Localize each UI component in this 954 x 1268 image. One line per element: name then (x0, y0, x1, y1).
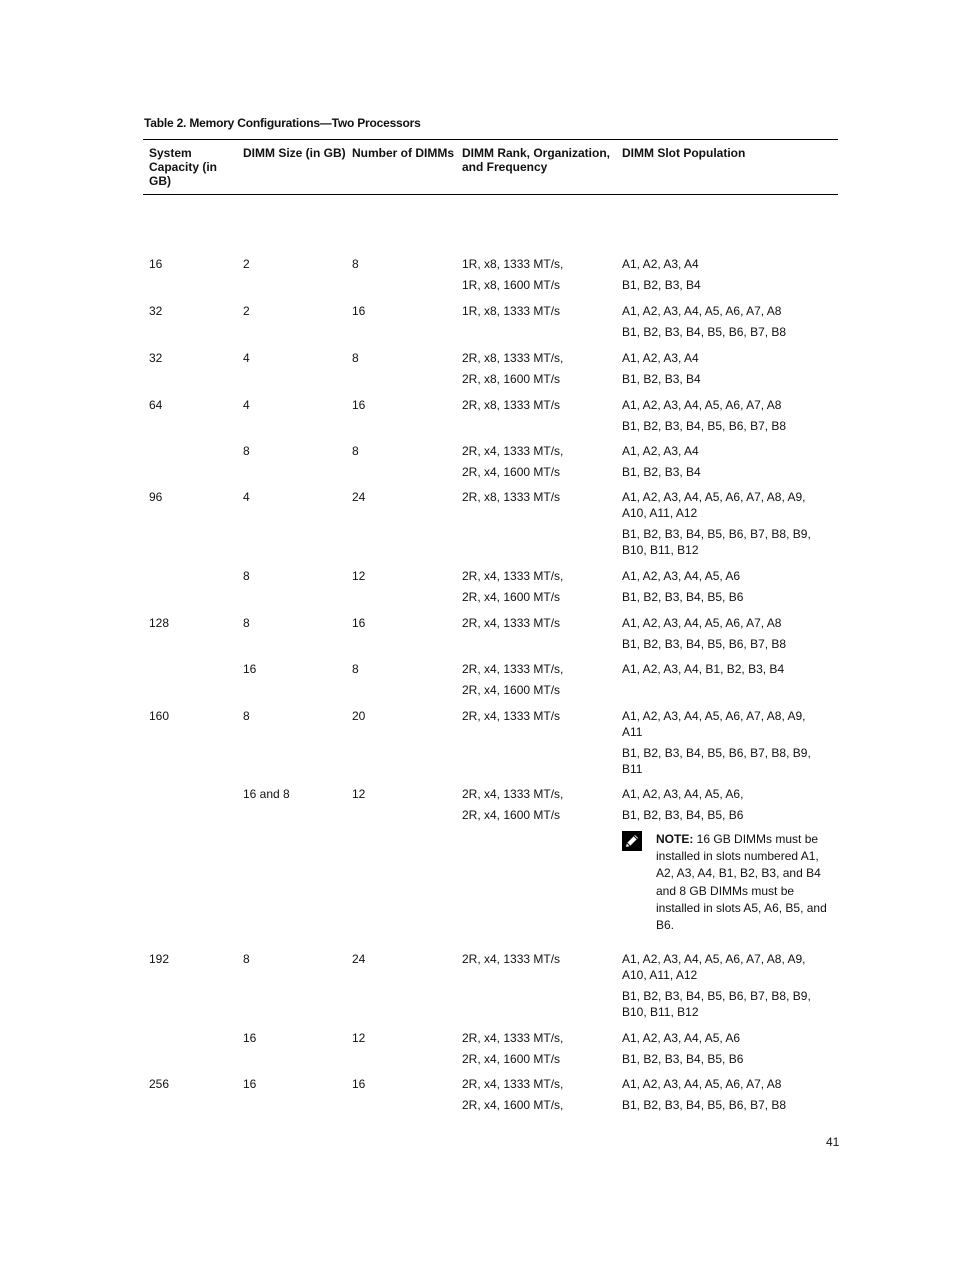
note-body: 16 GB DIMMs must be installed in slots numbered A1, A2, A3, A4, B1, B2, B3, and B4 and 8 GB DIMMs must be installed in slots A5, A6, B5, and B6. (656, 832, 827, 933)
cell-dimm-rank (456, 489, 616, 568)
rank-line: 2R, x4, 1333 MT/s, (462, 569, 564, 583)
rank-line: 2R, x4, 1333 MT/s, (462, 1031, 564, 1045)
population-line: B1, B2, B3, B4, B5, B6, B7, B8, B9, B11 (622, 746, 811, 776)
table-row (143, 661, 838, 708)
cell-dimm-size: 2 (243, 257, 250, 271)
cell-dimm-count: 24 (352, 490, 366, 504)
cell-dimm-size: 4 (243, 351, 250, 365)
population-line: A1, A2, A3, A4, A5, A6, A7, A8, A9, A11 (622, 709, 806, 739)
rank-line: 2R, x8, 1333 MT/s (462, 490, 561, 504)
population-line: B1, B2, B3, B4, B5, B6, B7, B8 (622, 325, 787, 339)
cell-capacity: 64 (149, 398, 163, 412)
cell-dimm-size: 16 (243, 1077, 257, 1091)
rank-line: 2R, x4, 1600 MT/s, (462, 1098, 564, 1112)
cell-slot-population (616, 256, 838, 303)
cell-capacity (143, 661, 237, 708)
header-slot-population: DIMM Slot Population (622, 146, 746, 160)
population-line: A1, A2, A3, A4 (622, 351, 699, 365)
cell-capacity: 96 (149, 490, 163, 504)
cell-capacity: 160 (149, 709, 170, 723)
cell-capacity (143, 1030, 237, 1076)
rank-line: 2R, x4, 1333 MT/s, (462, 662, 564, 676)
cell-capacity: 32 (149, 304, 163, 318)
rank-line: 2R, x4, 1600 MT/s (462, 590, 561, 604)
rank-line: 2R, x4, 1333 MT/s, (462, 1077, 564, 1091)
population-line: A1, A2, A3, A4, A5, A6 (622, 569, 741, 583)
population-line: B1, B2, B3, B4, B5, B6 (622, 1052, 744, 1066)
rank-line: 2R, x4, 1600 MT/s (462, 808, 561, 822)
table-row (143, 1076, 838, 1122)
cell-slot-population (616, 1030, 838, 1076)
population-line: B1, B2, B3, B4 (622, 465, 701, 479)
cell-dimm-rank (456, 256, 616, 303)
cell-dimm-count: 8 (352, 662, 359, 676)
header-dimm-rank: DIMM Rank, Organization, and Frequency (462, 146, 611, 174)
note-text (656, 831, 838, 934)
cell-capacity (143, 786, 237, 951)
cell-dimm-count: 16 (352, 398, 366, 412)
cell-dimm-rank (456, 786, 616, 951)
cell-dimm-rank (456, 568, 616, 615)
population-line: B1, B2, B3, B4, B5, B6, B7, B8, B9, B10, B11, B12 (622, 989, 811, 1019)
table-row (143, 303, 838, 350)
table-row (143, 489, 838, 568)
cell-slot-population (616, 489, 838, 568)
memory-config-table (143, 139, 838, 1135)
population-line: B1, B2, B3, B4, B5, B6, B7, B8 (622, 637, 787, 651)
cell-dimm-count: 16 (352, 304, 366, 318)
cell-dimm-count: 12 (352, 569, 366, 583)
population-line: B1, B2, B3, B4, B5, B6 (622, 590, 744, 604)
cell-slot-population (616, 708, 838, 786)
cell-dimm-size: 8 (243, 952, 250, 966)
rank-line: 2R, x4, 1333 MT/s (462, 616, 561, 630)
cell-dimm-count: 20 (352, 709, 366, 723)
table-row (143, 568, 838, 615)
cell-dimm-rank (456, 1030, 616, 1076)
cell-capacity (143, 443, 237, 489)
header-dimm-size: DIMM Size (in GB) (243, 146, 346, 160)
population-line: A1, A2, A3, A4, A5, A6, A7, A8 (622, 304, 782, 318)
rank-line: 2R, x8, 1333 MT/s (462, 398, 561, 412)
population-line: A1, A2, A3, A4, B1, B2, B3, B4 (622, 662, 785, 676)
population-line: A1, A2, A3, A4, A5, A6, A7, A8, A9, A10, A11, A12 (622, 490, 806, 520)
cell-capacity: 32 (149, 351, 163, 365)
rank-line: 1R, x8, 1333 MT/s (462, 304, 561, 318)
cell-slot-population (616, 615, 838, 661)
cell-slot-population (616, 568, 838, 615)
cell-dimm-size: 16 (243, 662, 257, 676)
cell-dimm-rank (456, 303, 616, 350)
rank-line: 2R, x4, 1333 MT/s, (462, 787, 564, 801)
pencil-note-icon (622, 831, 642, 851)
page-number: 41 (826, 1135, 840, 1149)
table-caption: Table 2. Memory Configurations—Two Processors (144, 116, 421, 130)
rank-line: 2R, x4, 1600 MT/s (462, 1052, 561, 1066)
table-row (143, 1030, 838, 1076)
population-line: B1, B2, B3, B4, B5, B6, B7, B8 (622, 419, 787, 433)
population-line: B1, B2, B3, B4 (622, 278, 701, 292)
cell-dimm-rank (456, 443, 616, 489)
rank-line: 2R, x4, 1333 MT/s (462, 709, 561, 723)
cell-slot-population (616, 397, 838, 443)
table-body (143, 195, 838, 1135)
cell-slot-population (616, 951, 838, 1030)
cell-dimm-rank (456, 615, 616, 661)
cell-capacity: 128 (149, 616, 170, 630)
cell-dimm-rank (456, 951, 616, 1030)
cell-dimm-rank (456, 708, 616, 786)
cell-dimm-size: 4 (243, 490, 250, 504)
cell-capacity: 192 (149, 952, 170, 966)
cell-dimm-rank (456, 1076, 616, 1122)
cell-capacity: 16 (149, 257, 163, 271)
cell-dimm-rank (456, 397, 616, 443)
population-line: B1, B2, B3, B4, B5, B6 (622, 808, 744, 822)
population-line: A1, A2, A3, A4, A5, A6, A7, A8, A9, A10, A11, A12 (622, 952, 806, 982)
cell-dimm-count: 8 (352, 257, 359, 271)
header-number-of-dimms: Number of DIMMs (352, 146, 454, 160)
cell-capacity: 256 (149, 1077, 170, 1091)
population-line: A1, A2, A3, A4 (622, 444, 699, 458)
cell-dimm-count: 12 (352, 1031, 366, 1045)
cell-dimm-count: 8 (352, 444, 359, 458)
cell-dimm-count: 16 (352, 1077, 366, 1091)
population-line: A1, A2, A3, A4, A5, A6, A7, A8 (622, 1077, 782, 1091)
population-line: A1, A2, A3, A4, A5, A6 (622, 1031, 741, 1045)
table-row (143, 951, 838, 1030)
cell-dimm-count: 24 (352, 952, 366, 966)
cell-dimm-rank (456, 350, 616, 397)
cell-slot-population (616, 303, 838, 350)
population-line: A1, A2, A3, A4, A5, A6, (622, 787, 744, 801)
cell-dimm-size: 4 (243, 398, 250, 412)
cell-slot-population (616, 661, 838, 708)
table-header (143, 140, 838, 195)
cell-dimm-size: 16 (243, 1031, 257, 1045)
cell-dimm-count: 12 (352, 787, 366, 801)
rank-line: 2R, x4, 1333 MT/s (462, 952, 561, 966)
population-line: A1, A2, A3, A4, A5, A6, A7, A8 (622, 398, 782, 412)
rank-line: 2R, x4, 1333 MT/s, (462, 444, 564, 458)
table-row (143, 443, 838, 489)
cell-dimm-size: 8 (243, 709, 250, 723)
rank-line: 2R, x4, 1600 MT/s (462, 465, 561, 479)
note-label: NOTE: (656, 832, 694, 846)
rank-line: 2R, x4, 1600 MT/s (462, 683, 561, 697)
cell-slot-population (616, 443, 838, 489)
cell-slot-population (616, 1076, 838, 1122)
rank-line: 2R, x8, 1333 MT/s, (462, 351, 564, 365)
table-row (143, 256, 838, 303)
header-capacity: System Capacity (in GB) (149, 146, 218, 188)
cell-dimm-size: 16 and 8 (243, 787, 290, 801)
note-block (622, 831, 838, 934)
cell-slot-population (616, 350, 838, 397)
population-line: B1, B2, B3, B4, B5, B6, B7, B8, B9, B10, B11, B12 (622, 527, 811, 557)
cell-dimm-rank (456, 661, 616, 708)
cell-dimm-size: 8 (243, 444, 250, 458)
table-row (143, 786, 838, 951)
population-line: B1, B2, B3, B4, B5, B6, B7, B8 (622, 1098, 787, 1112)
cell-dimm-size: 8 (243, 569, 250, 583)
table-row (143, 397, 838, 443)
population-line: A1, A2, A3, A4, A5, A6, A7, A8 (622, 616, 782, 630)
cell-dimm-size: 8 (243, 616, 250, 630)
table-row (143, 350, 838, 397)
cell-dimm-size: 2 (243, 304, 250, 318)
cell-dimm-count: 8 (352, 351, 359, 365)
population-line: B1, B2, B3, B4 (622, 372, 701, 386)
rank-line: 1R, x8, 1600 MT/s (462, 278, 561, 292)
table-row (143, 615, 838, 661)
rank-line: 2R, x8, 1600 MT/s (462, 372, 561, 386)
table-row (143, 708, 838, 786)
rank-line: 1R, x8, 1333 MT/s, (462, 257, 564, 271)
population-line: A1, A2, A3, A4 (622, 257, 699, 271)
cell-capacity (143, 568, 237, 615)
cell-slot-population (616, 786, 838, 951)
cell-dimm-count: 16 (352, 616, 366, 630)
